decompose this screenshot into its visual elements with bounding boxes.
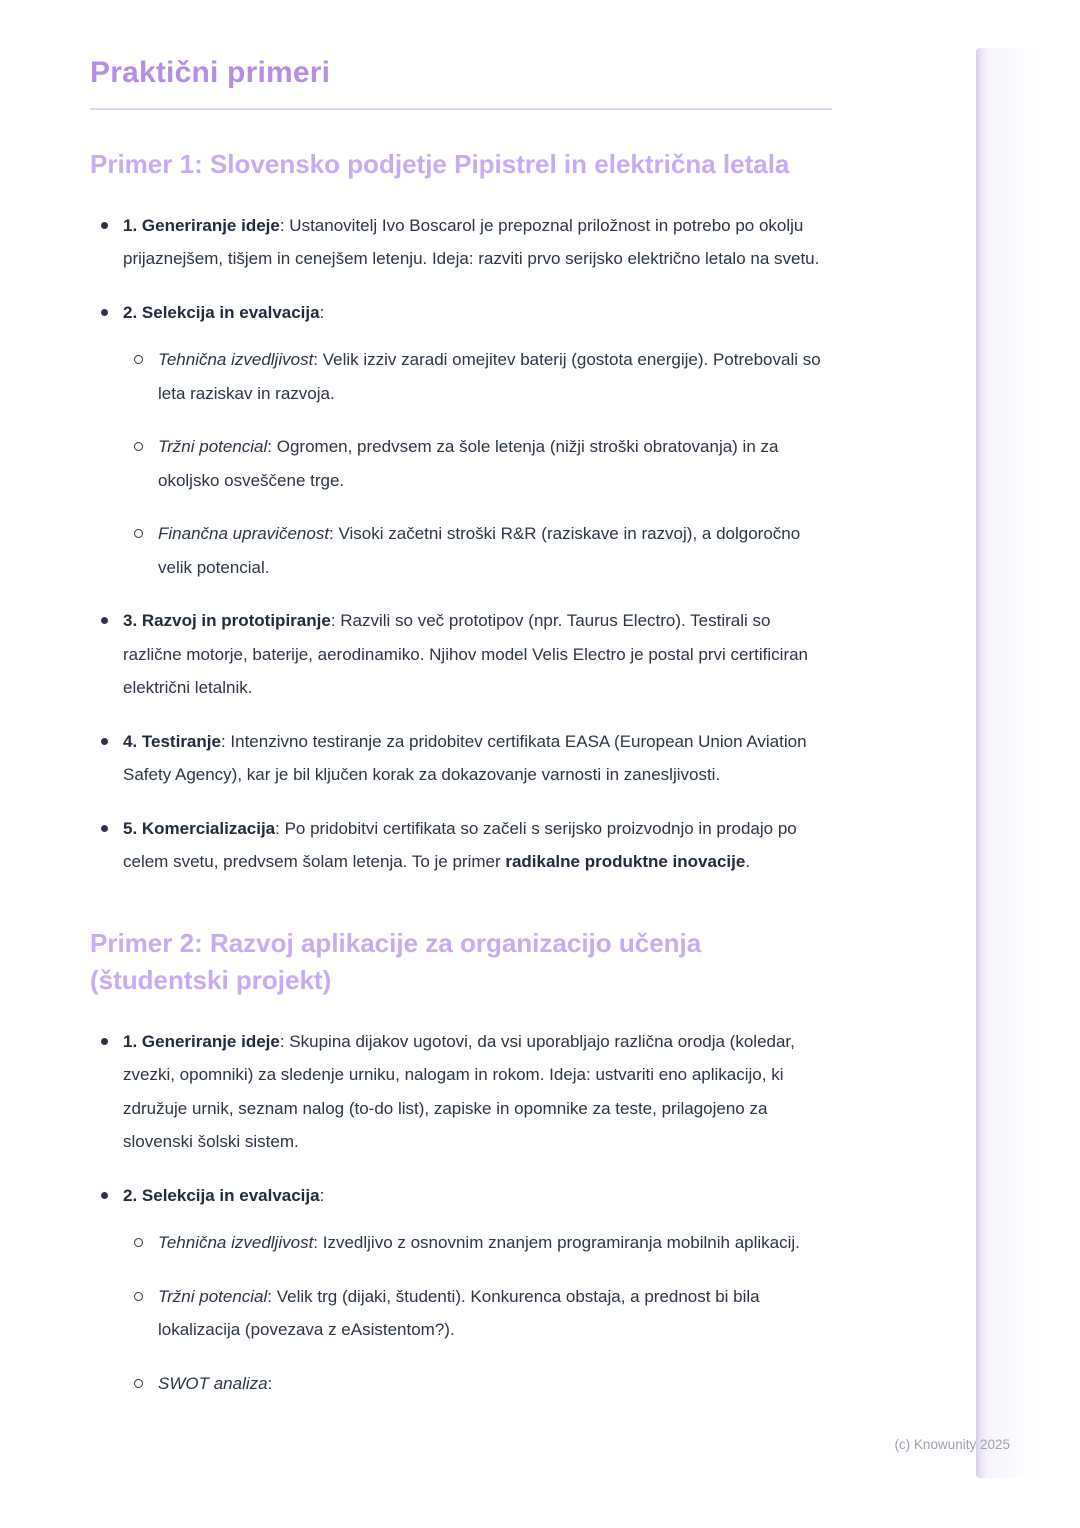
- sub-list-item: [123, 1280, 832, 1347]
- list-item: [90, 209, 832, 276]
- page-title: Praktični primeri: [90, 56, 331, 89]
- subitem-text: : Velik izziv zaradi omejitev baterij (gostota energije). Potrebovali so leta raziskav in razvoja.: [158, 350, 821, 403]
- item-text: : Razvili so več prototipov (npr. Taurus Electro). Testirali so različne motorje, baterije, aerodinamiko. Njihov model Velis Electro je postal prvi certificiran električni letalnik.: [123, 611, 809, 698]
- item-lead: 5. Komercializacija: [123, 818, 276, 838]
- subitem-text: :: [267, 1373, 273, 1393]
- item-lead: 2. Selekcija in evalvacija: [123, 1185, 320, 1205]
- item-text: : Ustanovitelj Ivo Boscarol je prepoznal priložnost in potrebo po okolju prijaznejšem, tišjem in cenejšem letenju. Ideja: razviti prvo serijsko električno letalo na svetu.: [123, 215, 820, 269]
- sub-list-item: [123, 517, 832, 584]
- subitem-lead: Tehnična izvedljivost: [158, 350, 314, 370]
- subitem-lead: Tržni potencial: [158, 437, 268, 457]
- sub-list-item: [123, 430, 832, 497]
- sub-bullet-list: [123, 1226, 832, 1400]
- item-text: :: [319, 302, 325, 322]
- item-lead: 2. Selekcija in evalvacija: [123, 302, 320, 322]
- list-item: [90, 1025, 832, 1159]
- next-page-edge-strip: [976, 48, 1035, 1478]
- title-divider: [90, 108, 832, 110]
- subitem-lead: SWOT analiza: [158, 1373, 268, 1393]
- sub-list-item: [123, 1226, 832, 1260]
- list-item: [90, 1179, 832, 1401]
- subitem-lead: Tehnična izvedljivost: [158, 1233, 314, 1253]
- item-lead: 1. Generiranje ideje: [123, 1031, 280, 1051]
- footer-credit: (c) Knowunity 2025: [894, 1437, 1010, 1452]
- subitem-text: : Visoki začetni stroški R&R (raziskave in razvoj), a dolgoročno velik potencial.: [158, 524, 801, 577]
- item-lead: 4. Testiranje: [123, 731, 221, 751]
- bullet-list-primer-1: [90, 209, 832, 879]
- item-text-tail: .: [745, 852, 751, 872]
- section-heading-primer-1: Primer 1: Slovensko podjetje Pipistrel in električna letala: [90, 149, 790, 179]
- subitem-text: : Izvedljivo z osnovnim znanjem programiranja mobilnih aplikacij.: [313, 1233, 800, 1253]
- item-lead: 1. Generiranje ideje: [123, 215, 280, 235]
- list-item: [90, 725, 832, 792]
- list-item: [90, 296, 832, 585]
- item-text: : Skupina dijakov ugotovi, da vsi uporabljajo različna orodja (koledar, zvezki, opomniki) za sledenje urniku, nalogam in rokom. Ideja: ustvariti eno aplikacijo, ki združuje urnik, seznam nalog (to-do list), zapiske in opomnike za teste, prilagojeno za slovenski šolski sistem.: [123, 1031, 795, 1152]
- subitem-text: : Velik trg (dijaki, študenti). Konkurenca obstaja, a prednost bi bila lokalizacija (povezava z eAsistentom?).: [158, 1286, 760, 1340]
- item-bold-phrase: radikalne produktne inovacije: [505, 852, 746, 872]
- sub-bullet-list: [123, 343, 832, 584]
- subitem-lead: Finančna upravičenost: [158, 524, 330, 544]
- sub-list-item: [123, 1367, 832, 1401]
- list-item: [90, 812, 832, 879]
- item-text: : Intenzivno testiranje za pridobitev certifikata EASA (European Union Aviation Safety Agency), kar je bil ključen korak za dokazovanje varnosti in zanesljivosti.: [123, 731, 807, 785]
- list-item: [90, 604, 832, 705]
- item-text: :: [319, 1185, 325, 1205]
- item-lead: 3. Razvoj in prototipiranje: [123, 611, 331, 631]
- subitem-text: : Ogromen, predvsem za šole letenja (nižji stroški obratovanja) in za okoljsko osveščene trge.: [158, 437, 779, 490]
- bullet-list-primer-2: [90, 1025, 832, 1401]
- item-text: : Po pridobitvi certifikata so začeli s serijsko proizvodnjo in prodajo po celem svetu, predvsem šolam letenja. To je primer: [123, 818, 797, 872]
- sub-list-item: [123, 343, 832, 410]
- document-page: [90, 56, 832, 1420]
- subitem-lead: Tržni potencial: [158, 1286, 268, 1306]
- section-heading-primer-2: Primer 2: Razvoj aplikacije za organizacijo učenja (študentski projekt): [90, 927, 702, 995]
